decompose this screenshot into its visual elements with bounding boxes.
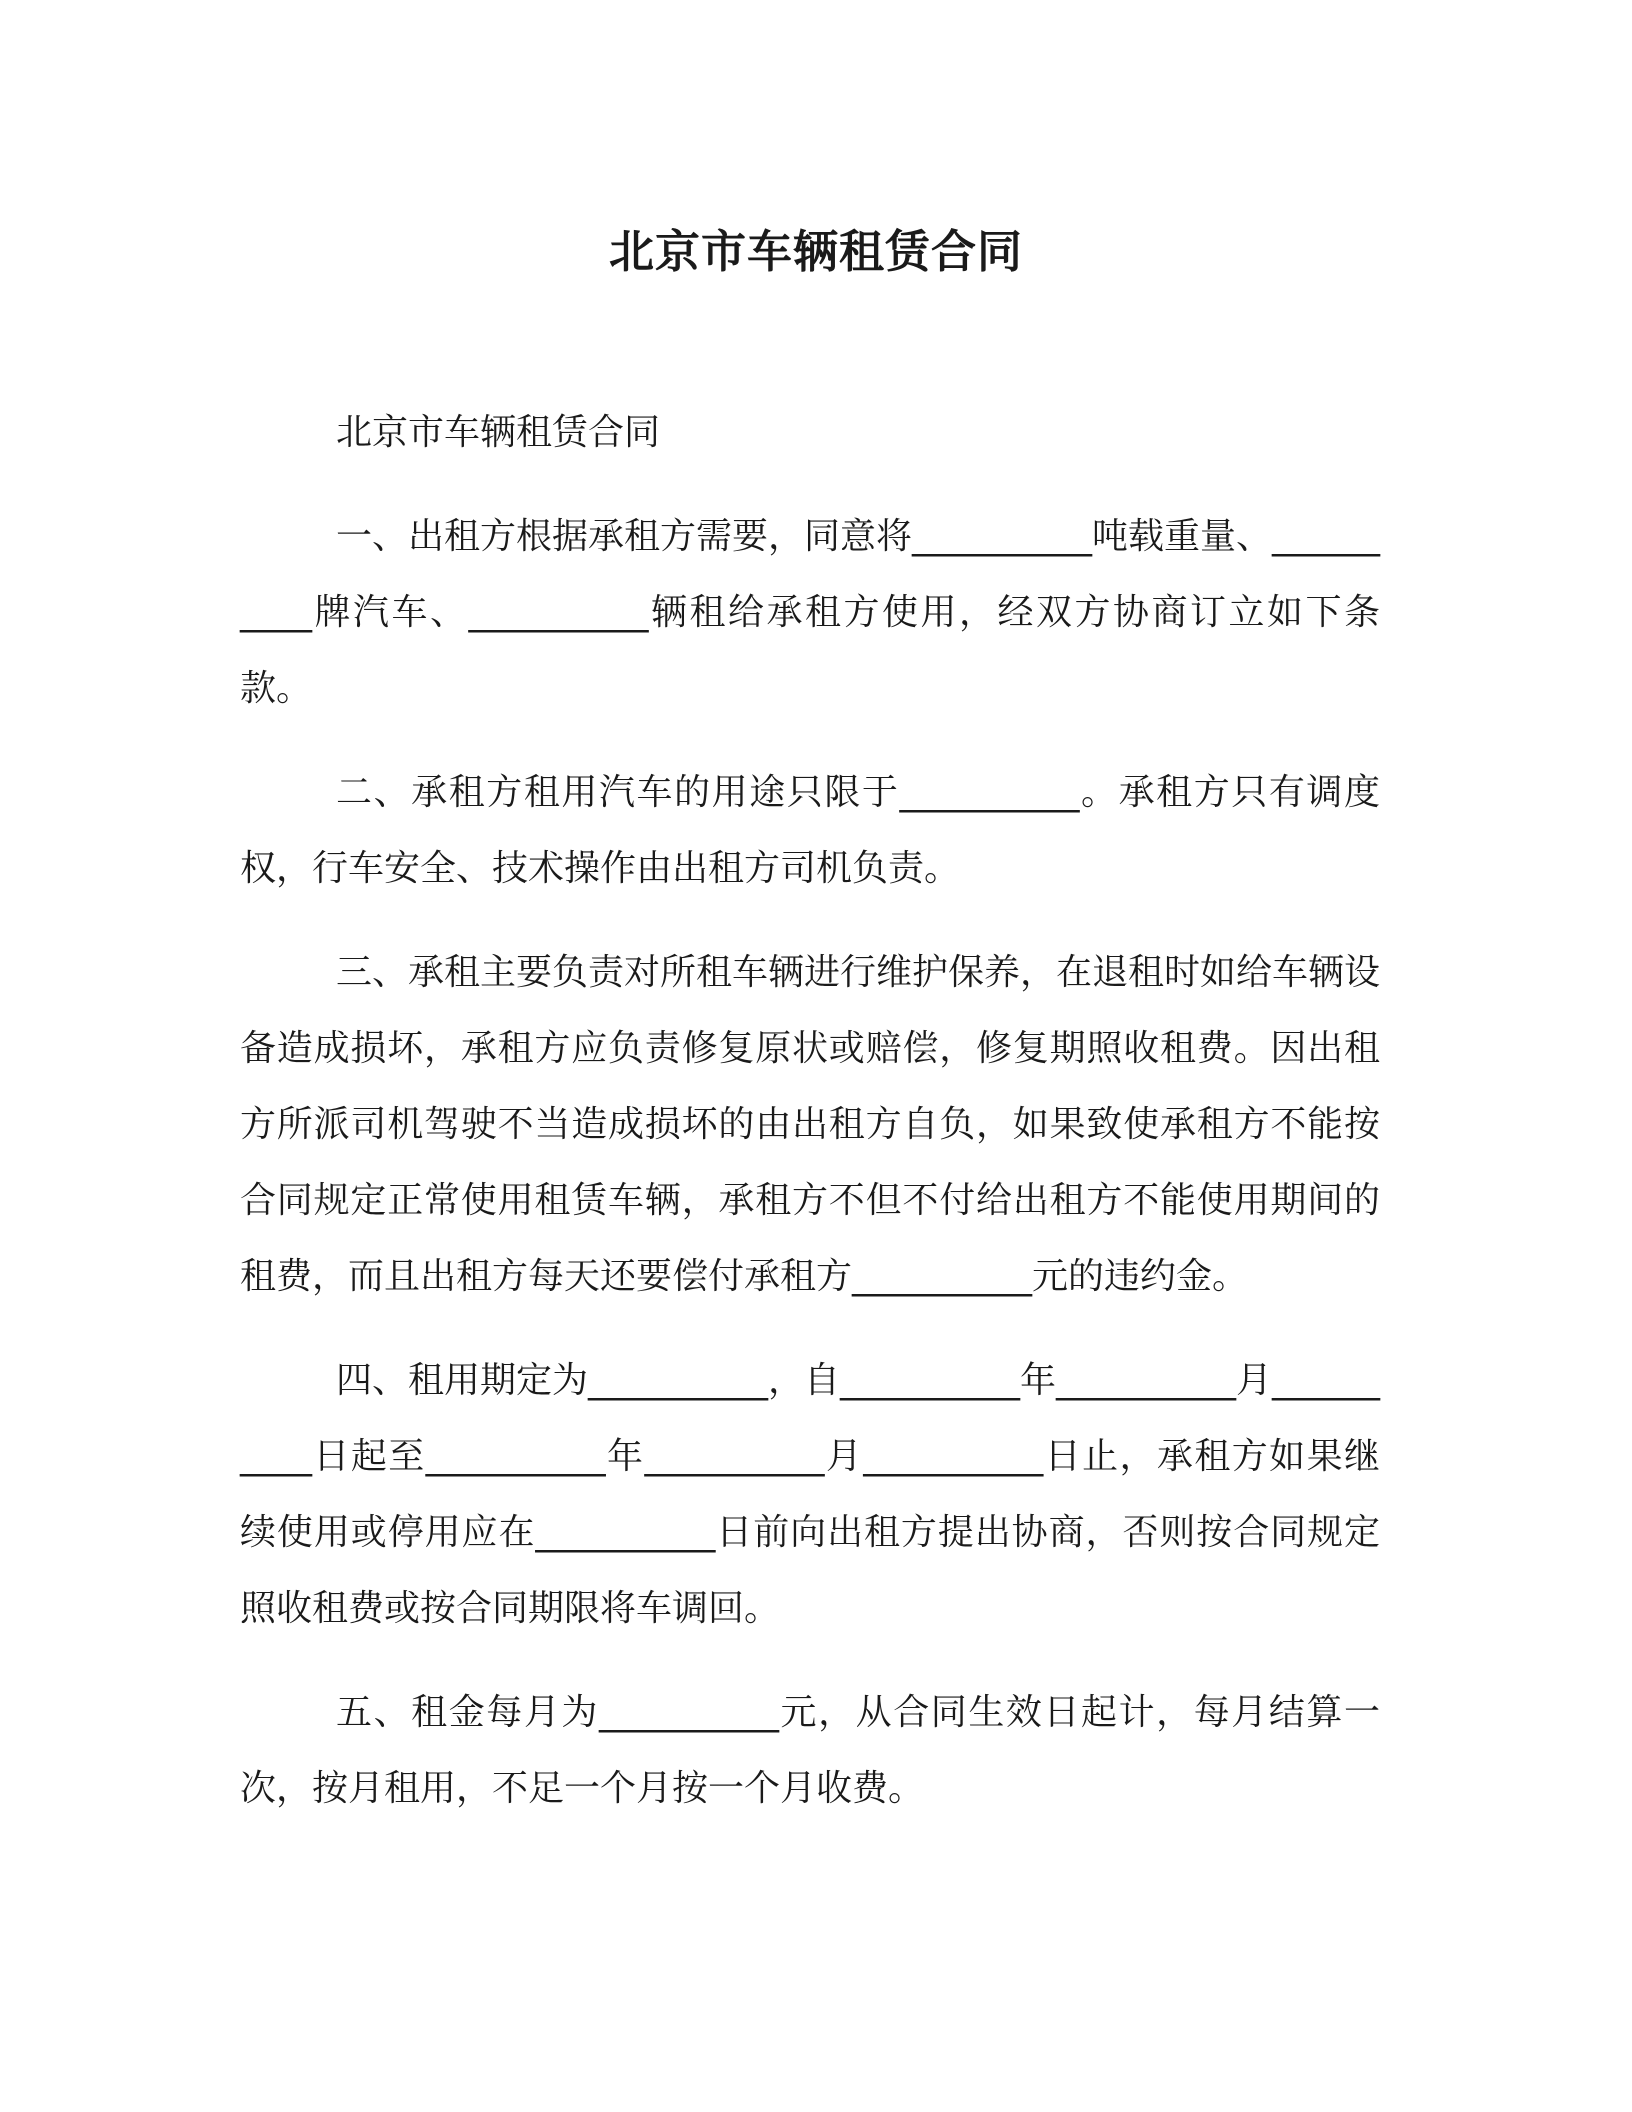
subtitle-paragraph: 北京市车辆租赁合同	[336, 412, 661, 453]
document-body	[240, 395, 1380, 1855]
clause-2-paragraph: 二、承租方租用汽车的用途只限于__________。承租方只有调度权，行车安全、技术操作由出租方司机负责。	[240, 772, 1380, 889]
clause-1-paragraph: 一、出租方根据承租方需要，同意将__________吨载重量、__________牌汽车、__________辆租给承租方使用，经双方协商订立如下条款。	[240, 516, 1381, 709]
clause-3-paragraph: 三、承租主要负责对所租车辆进行维护保养，在退租时如给车辆设备造成损坏，承租方应负责修复原状或赔偿，修复期照收租费。因出租方所派司机驾驶不当造成损坏的由出租方自负，如果致使承租方不能按合同规定正常使用租赁车辆，承租方不但不付给出租方不能使用期间的租费，而且出租方每天还要偿付承租方__________元的违约金。	[240, 952, 1381, 1297]
clause-4-paragraph: 四、租用期定为__________，自__________年__________月__________日起至__________年__________月__________日止，承租方如果继续使用或停用应在__________日前向出租方提出协商，否则按合同规定照收租费或按合同期限将车调回。	[240, 1360, 1381, 1629]
clause-5-paragraph: 五、租金每月为__________元，从合同生效日起计，每月结算一次，按月租用，不足一个月按一个月收费。	[240, 1692, 1380, 1809]
document-title: 北京市车辆租赁合同	[608, 225, 1023, 278]
